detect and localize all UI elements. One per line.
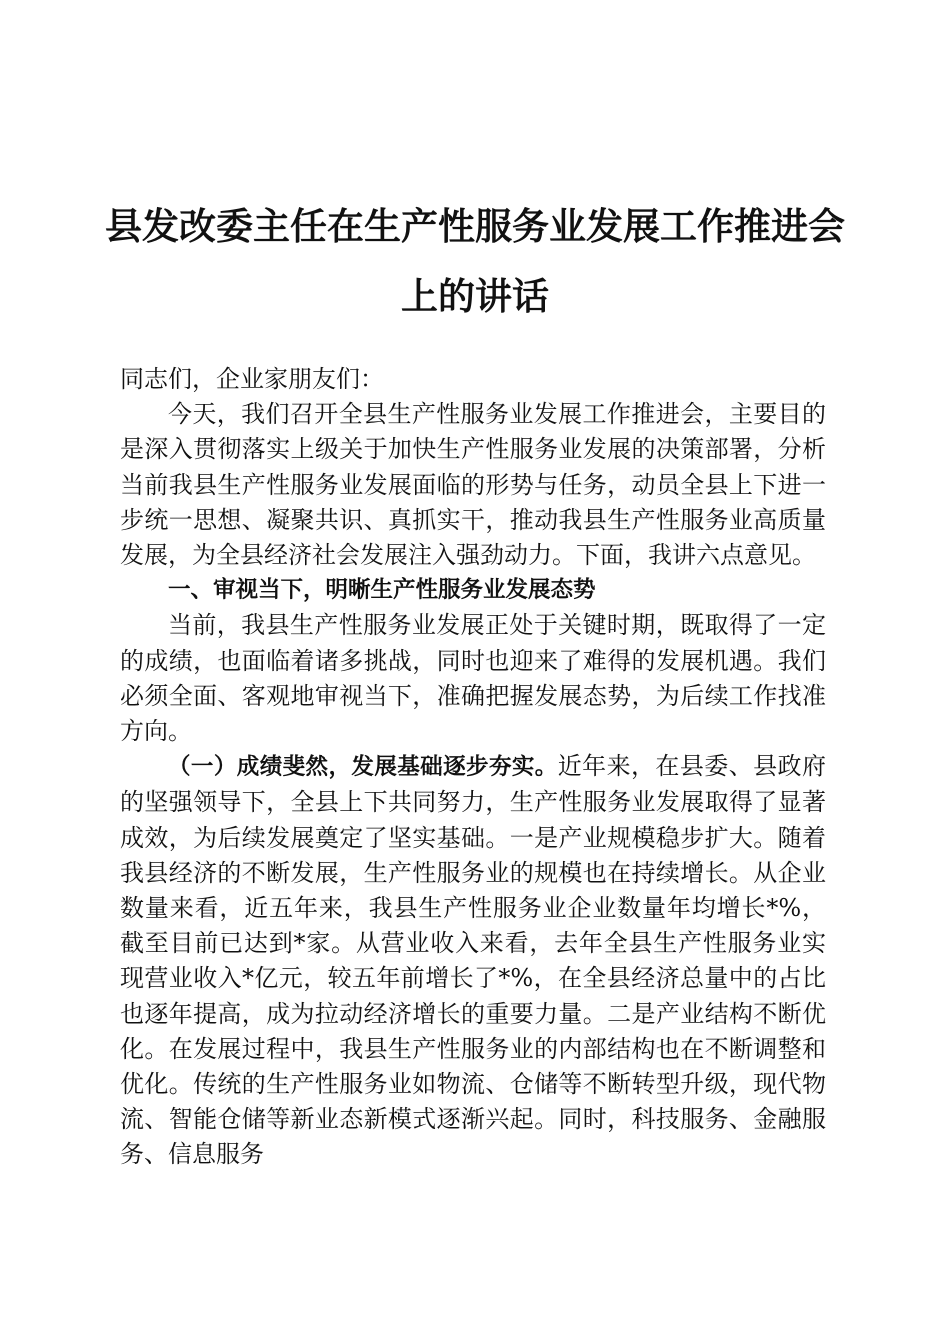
salutation: 同志们，企业家朋友们： (120, 365, 384, 393)
subsection-1-text: 近年来，在县委、县政府的坚强领导下，全县上下共同努力，生产性服务业发展取得了显著成效，为后续发展奠定了坚实基础。一是产业规模稳步扩大。随着我县经济的不断发展，生产性服务业的规模也在持续增长。从企业数量来看，近五年来，我县生产性服务业企业数量年均增长*%，截至目前已达到*家。从营业收入来看，去年全县生产性服务业实现营业收入*亿元，较五年前增长了*%，在全县经济总量中的占比也逐年提高，成为拉动经济增长的重要力量。二是产业结构不断优化。在发展过程中，我县生产性服务业的内部结构也在不断调整和优化。传统的生产性服务业如物流、仓储等不断转型升级，现代物流、智能仓储等新业态新模式逐渐兴起。同时，科技服务、金融服务、信息服务 (120, 752, 826, 1169)
subsection-1-paragraph (120, 749, 826, 1172)
section-1-heading: 一、审视当下，明晰生产性服务业发展态势 (168, 577, 596, 604)
document-title-line-2: 上的讲话 (401, 275, 549, 318)
section-1-paragraph: 当前，我县生产性服务业发展正处于关键时期，既取得了一定的成绩，也面临着诸多挑战，同时也迎来了难得的发展机遇。我们必须全面、客观地审视当下，准确把握发展态势，为后续工作找准方向。 (120, 611, 826, 746)
intro-paragraph: 今天，我们召开全县生产性服务业发展工作推进会，主要目的是深入贯彻落实上级关于加快生产性服务业发展的决策部署，分析当前我县生产性服务业发展面临的形势与任务，动员全县上下进一步统一思想、凝聚共识、真抓实干，推动我县生产性服务业高质量发展，为全县经济社会发展注入强劲动力。下面，我讲六点意见。 (120, 400, 826, 570)
document-title-line-1: 县发改委主任在生产性服务业发展工作推进会 (105, 205, 845, 248)
subsection-1-lead: （一）成绩斐然，发展基础逐步夯实。 (168, 754, 558, 781)
document-body (120, 362, 826, 1173)
